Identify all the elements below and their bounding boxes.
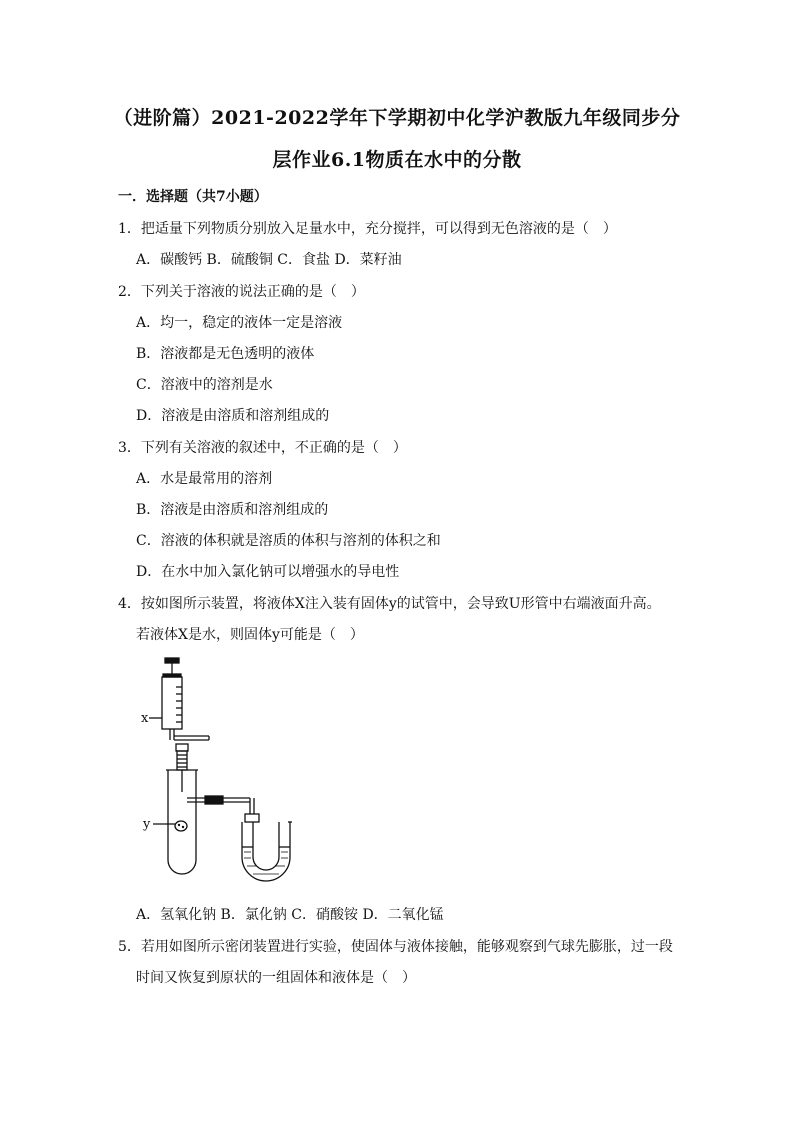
side-vent-tube bbox=[174, 736, 209, 740]
question-2-stem: 2．下列关于溶液的说法正确的是（ ） bbox=[118, 284, 365, 300]
solid-y bbox=[175, 821, 187, 831]
label-y: y bbox=[143, 817, 151, 832]
question-5-stem-line-2: 时间又恢复到原状的一组固体和液体是（ ） bbox=[136, 970, 416, 986]
connecting-tube bbox=[187, 796, 254, 814]
question-3-option-d: D．在水中加入氯化钠可以增强水的导电性 bbox=[136, 564, 400, 580]
question-1-stem: 1．把适量下列物质分别放入足量水中，充分搅拌，可以得到无色溶液的是（ ） bbox=[118, 221, 617, 237]
syringe-plunger bbox=[163, 658, 181, 677]
question-2-option-a: A．均一，稳定的液体一定是溶液 bbox=[136, 315, 343, 331]
question-1-options: A．碳酸钙 B．硫酸铜 C．食盐 D．菜籽油 bbox=[136, 252, 402, 268]
question-5-stem-line-1: 5．若用如图所示密闭装置进行实验，使固体与液体接触，能够观察到气球先膨胀，过一段 bbox=[118, 939, 673, 955]
label-x: x bbox=[141, 711, 149, 726]
syringe-barrel bbox=[162, 677, 182, 740]
u-tube-stopper bbox=[245, 814, 259, 822]
question-2-option-b: B．溶液都是无色透明的液体 bbox=[136, 346, 315, 362]
question-3-stem: 3．下列有关溶液的叙述中，不正确的是（ ） bbox=[118, 440, 407, 456]
section-heading: 一．选择题（共7小题） bbox=[118, 189, 268, 205]
question-2-option-c: C．溶液中的溶剂是水 bbox=[136, 377, 273, 393]
apparatus-figure bbox=[135, 652, 305, 887]
question-2-option-d: D．溶液是由溶质和溶剂组成的 bbox=[136, 408, 330, 424]
u-tube bbox=[242, 822, 292, 881]
question-3-option-a: A．水是最常用的溶剂 bbox=[136, 471, 273, 487]
question-4-stem-line-1: 4．按如图所示装置，将液体X注入装有固体y的试管中，会导致U形管中右端液面升高。 bbox=[118, 596, 661, 612]
document-title-line-1: （进阶篇）2021-2022学年下学期初中化学沪教版九年级同步分 bbox=[113, 107, 681, 129]
question-3-option-c: C．溶液的体积就是溶质的体积与溶剂的体积之和 bbox=[136, 533, 441, 549]
question-4-options: A．氢氧化钠 B．氯化钠 C．硝酸铵 D．二氧化锰 bbox=[136, 907, 444, 923]
document-title-line-2: 层作业6.1物质在水中的分散 bbox=[272, 149, 522, 171]
question-3-option-b: B．溶液是由溶质和溶剂组成的 bbox=[136, 502, 329, 518]
rubber-stopper bbox=[176, 744, 188, 770]
question-4-stem-line-2: 若液体X是水，则固体y可能是（ ） bbox=[136, 627, 364, 643]
